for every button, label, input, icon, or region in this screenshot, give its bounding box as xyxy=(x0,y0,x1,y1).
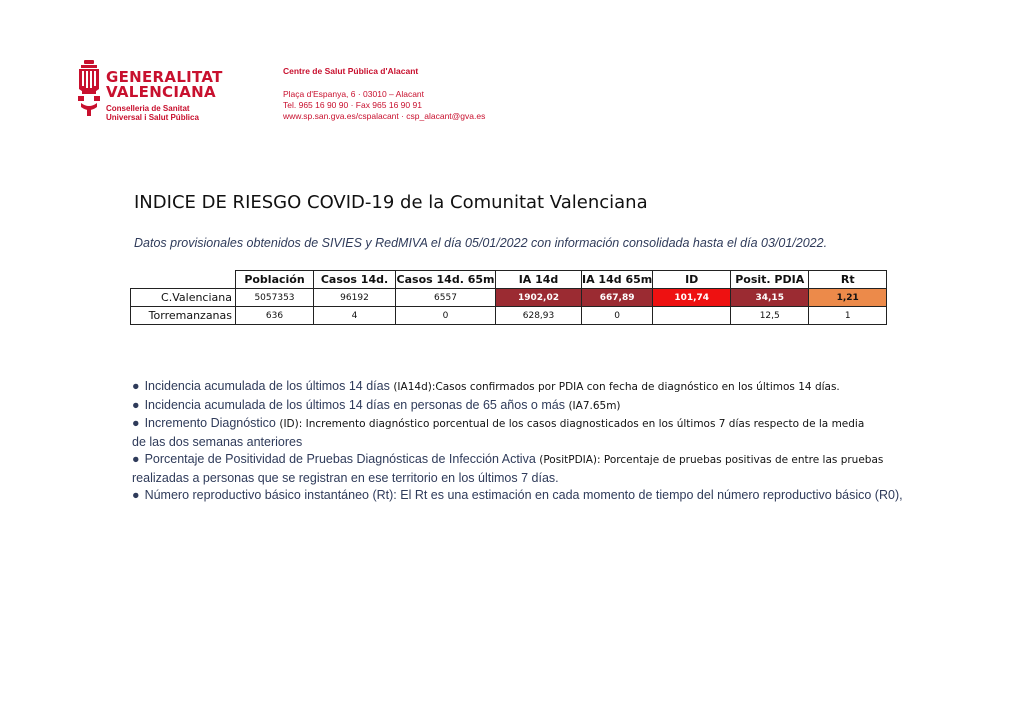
list-item xyxy=(132,378,903,397)
logo-line-3: Conselleria de Sanitat xyxy=(106,104,190,113)
definitions-list xyxy=(132,378,903,505)
table-cell: 96192 xyxy=(314,289,396,307)
table-cell: 628,93 xyxy=(496,307,582,325)
note-term: Número reproductivo básico instantáneo (Rt): El Rt es una estimación en cada momento de tiempo del número reproductivo básico (R0), xyxy=(144,488,903,502)
note-detail: (ID): Incremento diagnóstico porcentual de los casos diagnosticados en los últimos 7 días respecto de la media xyxy=(279,418,865,430)
list-item xyxy=(132,415,903,434)
center-address: Plaça d'Espanya, 6 · 03010 – Alacant xyxy=(283,89,425,99)
row-name: Torremanzanas xyxy=(131,307,236,325)
bullet-icon: ● xyxy=(132,379,140,393)
page-title: INDICE DE RIESGO COVID-19 de la Comunitat Valenciana xyxy=(134,192,648,213)
bullet-icon: ● xyxy=(132,397,140,412)
note-detail: (IA14d):Casos confirmados por PDIA con fecha de diagnóstico en los últimos 14 días. xyxy=(393,381,840,393)
header-row xyxy=(131,271,887,289)
center-phone: Tel. 965 16 90 90 · Fax 965 16 90 91 xyxy=(283,100,422,110)
col-header: Rt xyxy=(809,271,887,289)
row-name: C.Valenciana xyxy=(131,289,236,307)
table-cell: 0 xyxy=(396,307,496,325)
list-item xyxy=(132,487,903,505)
table-corner xyxy=(131,271,236,289)
center-info xyxy=(283,66,485,122)
table-cell: 1 xyxy=(809,307,887,325)
table-cell: 667,89 xyxy=(582,289,653,307)
center-name: Centre de Salut Pública d'Alacant xyxy=(283,66,419,76)
logo-line-4: Universal i Salut Pública xyxy=(106,113,199,122)
table-cell: 5057353 xyxy=(236,289,314,307)
table-cell xyxy=(653,307,731,325)
note-continuation: de las dos semanas anteriores xyxy=(132,434,303,449)
table-row xyxy=(131,289,887,307)
col-header: Casos 14d. 65m xyxy=(396,271,496,289)
note-detail: (IA7.65m) xyxy=(568,399,621,412)
list-item xyxy=(132,451,903,470)
col-header: IA 14d xyxy=(496,271,582,289)
note-term: Incremento Diagnóstico xyxy=(144,416,280,430)
note-continuation: realizadas a personas que se registran en ese territorio en los últimos 7 días. xyxy=(132,470,559,485)
gva-logo xyxy=(76,60,226,126)
col-header: Casos 14d. xyxy=(314,271,396,289)
table-cell: 636 xyxy=(236,307,314,325)
bullet-icon: ● xyxy=(132,488,140,502)
table-cell: 12,5 xyxy=(731,307,809,325)
table-row xyxy=(131,307,887,325)
bullet-icon: ● xyxy=(132,416,140,430)
col-header: ID xyxy=(653,271,731,289)
col-header: IA 14d 65m xyxy=(582,271,653,289)
risk-table xyxy=(130,270,887,325)
page-subtitle: Datos provisionales obtenidos de SIVIES y RedMIVA el día 05/01/2022 con información consolidada hasta el día 03/01/2022. xyxy=(134,236,828,250)
logo-line-1: GENERALITAT xyxy=(106,68,223,86)
note-term: Incidencia acumulada de los últimos 14 días en personas de 65 años o más xyxy=(144,397,569,412)
table-cell: 4 xyxy=(314,307,396,325)
table-cell: 34,15 xyxy=(731,289,809,307)
col-header: Posit. PDIA xyxy=(731,271,809,289)
note-term: Incidencia acumulada de los últimos 14 días xyxy=(144,379,394,393)
center-web: www.sp.san.gva.es/cspalacant · csp_alacant@gva.es xyxy=(283,111,486,121)
table-cell: 0 xyxy=(582,307,653,325)
table-cell: 101,74 xyxy=(653,289,731,307)
col-header: Población xyxy=(236,271,314,289)
note-term: Porcentaje de Positividad de Pruebas Diagnósticas de Infección Activa xyxy=(144,452,540,466)
table-cell: 1,21 xyxy=(809,289,887,307)
logo-line-2: VALENCIANA xyxy=(106,83,216,101)
note-detail: (PositPDIA): Porcentaje de pruebas positivas de entre las pruebas xyxy=(539,454,884,466)
valencian-crest-icon xyxy=(76,60,102,116)
list-item xyxy=(132,397,903,416)
table-cell: 1902,02 xyxy=(496,289,582,307)
bullet-icon: ● xyxy=(132,452,140,466)
table-cell: 6557 xyxy=(396,289,496,307)
